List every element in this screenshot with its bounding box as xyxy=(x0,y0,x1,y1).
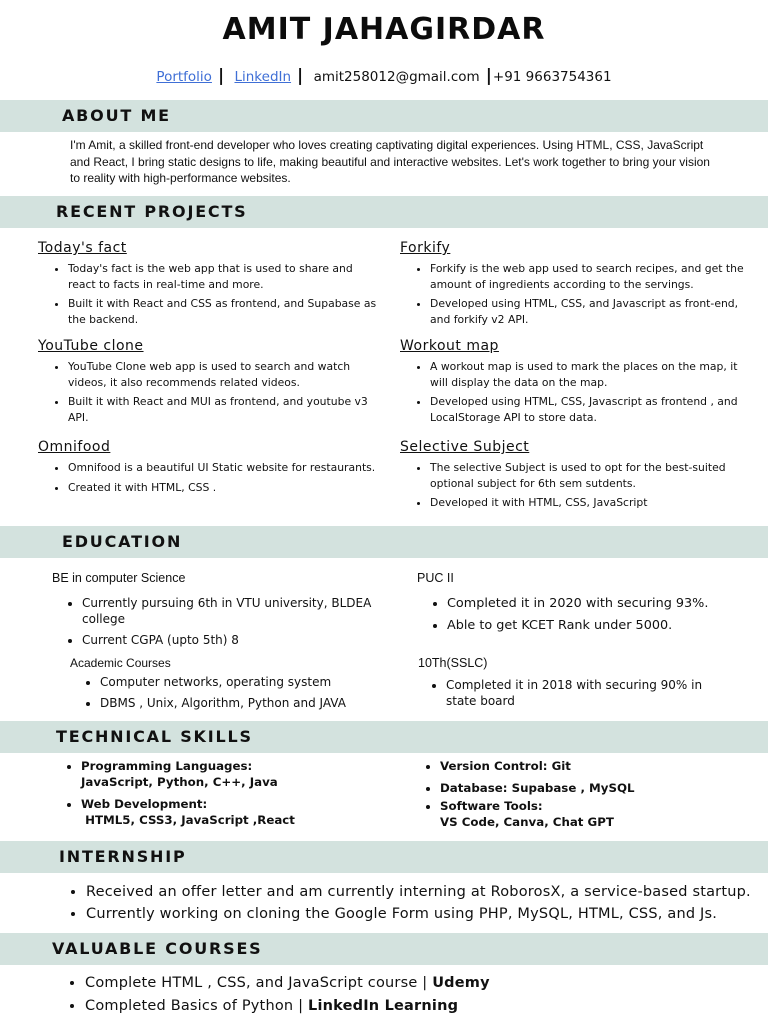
list-item: • Currently pursuing 6th in VTU university, BLDEA college xyxy=(82,595,372,627)
list-item: • Built it with React and CSS as frontend, and Supabase as the backend. xyxy=(68,296,383,327)
portfolio-link[interactable]: Portfolio xyxy=(156,69,212,85)
project-block xyxy=(38,338,383,429)
sslc-heading: 10Th(SSLC) xyxy=(418,656,488,670)
list-item xyxy=(440,758,740,774)
project-block xyxy=(38,240,383,331)
course-text: Completed Basics of Python | xyxy=(85,998,308,1014)
sslc-points xyxy=(428,677,716,714)
list-item: • Omnifood is a beautiful UI Static website for restaurants. xyxy=(68,460,383,476)
section-band-internship xyxy=(0,841,768,873)
list-item xyxy=(81,796,381,828)
project-name: YouTube clone xyxy=(38,338,144,354)
list-item xyxy=(440,780,740,796)
project-name: Forkify xyxy=(400,240,451,256)
list-item xyxy=(440,798,740,830)
list-item: • Developed it with HTML, CSS, JavaScript xyxy=(430,495,745,511)
skills-left-list xyxy=(63,758,381,834)
puc-heading: PUC II xyxy=(417,571,454,585)
project-points xyxy=(38,460,383,495)
email-text: amit258012@gmail.com xyxy=(313,69,480,85)
course-provider: LinkedIn Learning xyxy=(308,998,459,1014)
course-provider: Udemy xyxy=(432,975,490,991)
education-title: EDUCATION xyxy=(62,532,183,551)
be-heading: BE in computer Science xyxy=(52,571,186,585)
about-text: I'm Amit, a skilled front-end developer who loves creating captivating digital experiences. Using HTML, CSS, JavaScript and React, I bring static designs to life, making beautiful and interactive websites. Let's work together to bring your vision to reality with high-performance websites. xyxy=(70,138,710,185)
skill-label: Version Control: Git xyxy=(440,759,571,773)
project-name: Omnifood xyxy=(38,439,111,455)
contact-line xyxy=(0,66,768,86)
list-item: • A workout map is used to mark the places on the map, it will display the data on the map. xyxy=(430,359,745,390)
project-block xyxy=(400,439,745,515)
separator: | xyxy=(485,66,492,86)
project-name: Workout map xyxy=(400,338,499,354)
list-item: • DBMS , Unix, Algorithm, Python and JAVA xyxy=(100,695,400,711)
be-points xyxy=(64,595,372,653)
puc-points xyxy=(429,595,717,639)
project-points xyxy=(400,460,745,511)
academic-courses-heading: Academic Courses xyxy=(70,656,171,670)
list-item: • Built it with React and MUI as frontend, and youtube v3 API. xyxy=(68,394,383,425)
list-item xyxy=(85,995,768,1018)
list-item: • Created it with HTML, CSS . xyxy=(68,480,383,496)
academic-courses-list xyxy=(82,674,400,716)
skill-label: Programming Languages: xyxy=(81,759,253,773)
list-item: • Completed it in 2020 with securing 93%. xyxy=(447,595,717,612)
internship-title: INTERNSHIP xyxy=(59,847,187,866)
candidate-name: AMIT JAHAGIRDAR xyxy=(222,12,546,47)
skills-right-list xyxy=(422,758,740,836)
about-title: ABOUT ME xyxy=(62,106,171,125)
project-block xyxy=(400,240,745,331)
skill-label: Database: Supabase , MySQL xyxy=(440,781,635,795)
list-item xyxy=(81,758,381,790)
separator: | xyxy=(297,66,304,86)
skill-value: VS Code, Canva, Chat GPT xyxy=(440,815,614,829)
skills-title: TECHNICAL SKILLS xyxy=(56,727,253,746)
list-item: • Developed using HTML, CSS, Javascript as frontend , and LocalStorage API to store data. xyxy=(430,394,745,425)
section-band-about xyxy=(0,100,768,132)
skill-label: Web Development: xyxy=(81,797,208,811)
section-band-skills xyxy=(0,721,768,753)
project-name: Today's fact xyxy=(38,240,127,256)
internship-list xyxy=(68,881,768,925)
list-item: • Currently working on cloning the Google Form using PHP, MySQL, HTML, CSS, and Js. xyxy=(86,903,768,925)
project-name: Selective Subject xyxy=(400,439,530,455)
section-band-courses xyxy=(0,933,768,965)
project-points xyxy=(38,359,383,425)
section-band-education xyxy=(0,526,768,558)
linkedin-link[interactable]: LinkedIn xyxy=(234,69,292,85)
list-item: • Today's fact is the web app that is used to share and react to facts in real-time and more. xyxy=(68,261,383,292)
list-item: • The selective Subject is used to opt for the best-suited optional subject for 6th sem sutdents. xyxy=(430,460,745,491)
list-item: • Able to get KCET Rank under 5000. xyxy=(447,617,717,634)
list-item: • Current CGPA (upto 5th) 8 xyxy=(82,632,372,648)
list-item: • YouTube Clone web app is used to search and watch videos, it also recommends related videos. xyxy=(68,359,383,390)
courses-title: VALUABLE COURSES xyxy=(52,939,263,958)
courses-list xyxy=(67,972,768,1018)
skill-value: HTML5, CSS3, JavaScript ,React xyxy=(81,813,295,827)
project-points xyxy=(400,359,745,425)
project-block xyxy=(400,338,745,429)
list-item: • Received an offer letter and am currently interning at RoborosX, a service-based startup. xyxy=(86,881,768,903)
phone-text: +91 9663754361 xyxy=(492,69,612,85)
skill-label: Software Tools: xyxy=(440,799,543,813)
list-item: • Developed using HTML, CSS, and Javascript as front-end, and forkify v2 API. xyxy=(430,296,745,327)
list-item: • Computer networks, operating system xyxy=(100,674,400,690)
list-item: • Completed it in 2018 with securing 90% in state board xyxy=(446,677,716,709)
course-text: Complete HTML , CSS, and JavaScript course | xyxy=(85,975,433,991)
project-points xyxy=(38,261,383,327)
list-item xyxy=(85,972,768,995)
project-block xyxy=(38,439,383,499)
section-band-projects xyxy=(0,196,768,228)
skill-value: JavaScript, Python, C++, Java xyxy=(81,775,278,789)
project-points xyxy=(400,261,745,327)
separator: | xyxy=(217,66,225,86)
list-item: • Forkify is the web app used to search recipes, and get the amount of ingredients according to the servings. xyxy=(430,261,745,292)
projects-title: RECENT PROJECTS xyxy=(56,202,248,221)
